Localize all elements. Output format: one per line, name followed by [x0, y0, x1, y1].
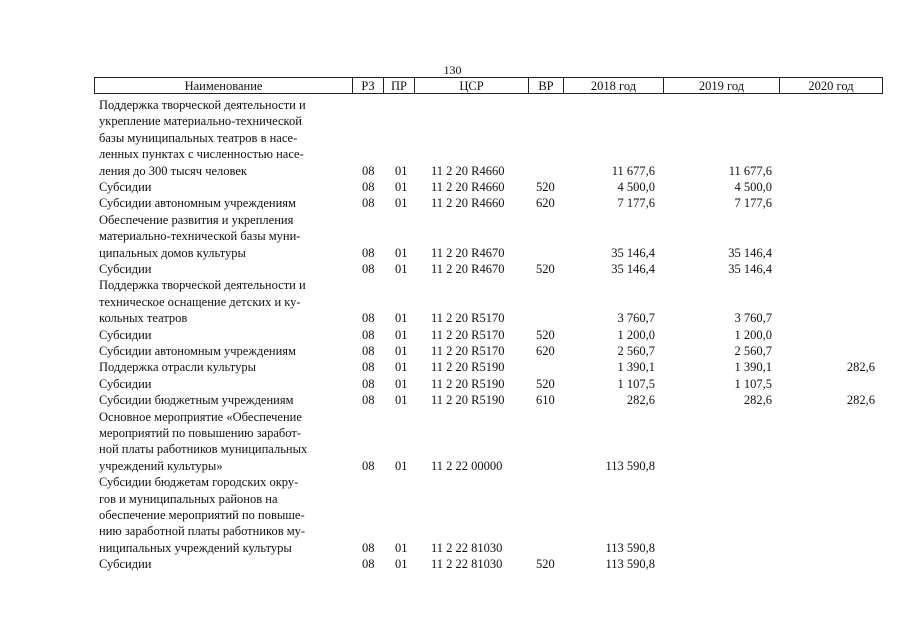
row-pr: 01	[395, 344, 408, 358]
row-name-line: кольных театров	[99, 311, 188, 326]
row-name-line: Обеспечение развития и укрепления	[99, 212, 294, 227]
row-rz: 08	[362, 360, 375, 375]
row-2018: 3 760,7	[617, 311, 655, 326]
row-name-line: нию заработной платы работников му-	[99, 524, 306, 539]
row-csr: 11 2 20 R4670	[431, 262, 505, 276]
row-name-line: Основное мероприятие «Обеспечение	[99, 409, 302, 424]
table-row	[0, 474, 905, 556]
row-name-line: ленных пунктах с численностью насе-	[99, 147, 304, 162]
table-row	[0, 359, 905, 375]
row-2018: 35 146,4	[611, 245, 655, 260]
row-vr: 520	[536, 180, 555, 194]
row-pr: 01	[395, 311, 408, 326]
row-name-line: Субсидии	[99, 180, 152, 194]
row-2020: 282,6	[846, 393, 875, 408]
row-vr: 620	[536, 344, 555, 358]
row-2018: 113 590,8	[605, 540, 655, 555]
row-rz: 08	[362, 311, 375, 326]
row-rz: 08	[362, 393, 375, 408]
row-rz: 08	[362, 245, 375, 260]
row-csr: 11 2 20 R5170	[431, 344, 505, 358]
row-pr: 01	[395, 557, 408, 572]
row-2018: 7 177,6	[617, 196, 655, 211]
table-row	[0, 327, 905, 343]
header-vr: ВР	[529, 78, 564, 93]
row-csr: 11 2 20 R5190	[431, 376, 505, 391]
table-row	[0, 179, 905, 195]
row-pr: 01	[395, 458, 408, 473]
row-rz: 08	[362, 327, 375, 342]
row-name-line: Субсидии	[99, 262, 152, 276]
row-rz: 08	[362, 180, 375, 194]
row-name-line: Субсидии автономным учреждениям	[99, 344, 296, 358]
row-name-line: ниципальных учреждений культуры	[99, 540, 292, 555]
row-vr: 520	[536, 376, 555, 391]
row-name-line: материально-технической базы муни-	[99, 229, 301, 244]
row-rz: 08	[362, 557, 375, 572]
table-row	[0, 277, 905, 326]
table-row	[0, 343, 905, 359]
row-name-line: техническое оснащение детских и ку-	[99, 294, 301, 309]
row-2019: 35 146,4	[728, 245, 772, 260]
header-2020: 2020 год	[808, 79, 854, 93]
row-2018: 35 146,4	[611, 262, 655, 276]
row-name-line: учреждений культуры»	[99, 458, 223, 473]
row-2019: 35 146,4	[728, 262, 772, 276]
row-csr: 11 2 22 81030	[431, 557, 503, 572]
row-pr: 01	[395, 262, 408, 276]
row-vr: 520	[536, 557, 555, 572]
row-name-line: ления до 300 тысяч человек	[99, 163, 247, 178]
row-csr: 11 2 20 R4660	[431, 163, 505, 178]
row-pr: 01	[395, 393, 408, 408]
row-pr: 01	[395, 327, 408, 342]
row-rz: 08	[362, 540, 375, 555]
row-2018: 2 560,7	[617, 344, 655, 358]
row-2019: 3 760,7	[734, 311, 772, 326]
row-2019: 1 390,1	[734, 360, 772, 375]
table-row	[0, 261, 905, 277]
row-rz: 08	[362, 458, 375, 473]
row-pr: 01	[395, 376, 408, 391]
row-name-line: Поддержка творческой деятельности и	[99, 278, 306, 293]
table-row	[0, 409, 905, 475]
row-2018: 4 500,0	[617, 180, 655, 194]
row-rz: 08	[362, 344, 375, 358]
row-pr: 01	[395, 245, 408, 260]
row-name-line: мероприятий по повышению заработ-	[99, 425, 301, 440]
row-2019: 4 500,0	[734, 180, 772, 194]
row-pr: 01	[395, 360, 408, 375]
row-pr: 01	[395, 163, 408, 178]
table-row	[0, 392, 905, 408]
row-csr: 11 2 20 R5170	[431, 327, 505, 342]
row-pr: 01	[395, 196, 408, 211]
table-row	[0, 195, 905, 211]
row-2018: 113 590,8	[605, 557, 655, 572]
row-2019: 2 560,7	[734, 344, 772, 358]
row-name-line: Субсидии автономным учреждениям	[99, 196, 296, 211]
row-name-line: ципальных домов культуры	[99, 245, 246, 260]
row-name-line: обеспечение мероприятий по повыше-	[99, 507, 305, 522]
table-row	[0, 376, 905, 392]
row-2018: 1 200,0	[617, 327, 655, 342]
row-2020: 282,6	[846, 360, 875, 375]
row-name-line: Субсидии	[99, 376, 152, 391]
table-row	[0, 556, 905, 572]
table-header	[94, 77, 883, 94]
row-csr: 11 2 20 R4660	[431, 180, 505, 194]
row-2018: 1 390,1	[617, 360, 655, 375]
row-vr: 610	[536, 393, 555, 408]
row-2018: 282,6	[626, 393, 655, 408]
row-name-line: Субсидии	[99, 327, 152, 342]
row-2019: 1 200,0	[734, 327, 772, 342]
row-name-line: Поддержка творческой деятельности и	[99, 98, 306, 112]
row-2018: 113 590,8	[605, 458, 655, 473]
row-csr: 11 2 20 R5190	[431, 393, 505, 408]
row-name-line: Субсидии бюджетам городских окру-	[99, 475, 299, 490]
row-2018: 1 107,5	[617, 376, 655, 391]
table-row	[0, 97, 905, 179]
header-rz: РЗ	[353, 78, 384, 93]
row-vr: 620	[536, 196, 555, 211]
header-2019: 2019 год	[664, 78, 780, 93]
row-vr: 520	[536, 262, 555, 276]
header-csr: ЦСР	[415, 78, 529, 93]
row-name-line: гов и муниципальных районов на	[99, 491, 278, 506]
row-csr: 11 2 22 81030	[431, 540, 503, 555]
row-name-line: укрепление материально-технической	[99, 114, 302, 129]
row-csr: 11 2 20 R5170	[431, 311, 505, 326]
header-2018: 2018 год	[564, 78, 664, 93]
row-csr: 11 2 20 R4660	[431, 196, 505, 211]
row-2018: 11 677,6	[611, 163, 655, 178]
row-rz: 08	[362, 196, 375, 211]
row-csr: 11 2 20 R5190	[431, 360, 505, 375]
row-pr: 01	[395, 540, 408, 555]
row-name-line: базы муниципальных театров в насе-	[99, 130, 298, 145]
row-csr: 11 2 20 R4670	[431, 245, 505, 260]
row-name-line: Поддержка отрасли культуры	[99, 360, 256, 375]
row-csr: 11 2 22 00000	[431, 458, 503, 473]
row-2019: 7 177,6	[734, 196, 772, 211]
row-2019: 1 107,5	[734, 376, 772, 391]
table-row	[0, 212, 905, 261]
header-pr: ПР	[384, 78, 415, 93]
row-vr: 520	[536, 327, 555, 342]
row-name-line: Субсидии	[99, 557, 152, 572]
row-2019: 282,6	[743, 393, 772, 408]
row-rz: 08	[362, 376, 375, 391]
page-number: 130	[443, 63, 462, 77]
row-pr: 01	[395, 180, 408, 194]
row-rz: 08	[362, 262, 375, 276]
row-name-line: ной платы работников муниципальных	[99, 442, 308, 457]
header-name: Наименование	[95, 78, 353, 93]
row-name-line: Субсидии бюджетным учреждениям	[99, 393, 294, 408]
row-rz: 08	[362, 163, 375, 178]
row-2019: 11 677,6	[728, 163, 772, 178]
